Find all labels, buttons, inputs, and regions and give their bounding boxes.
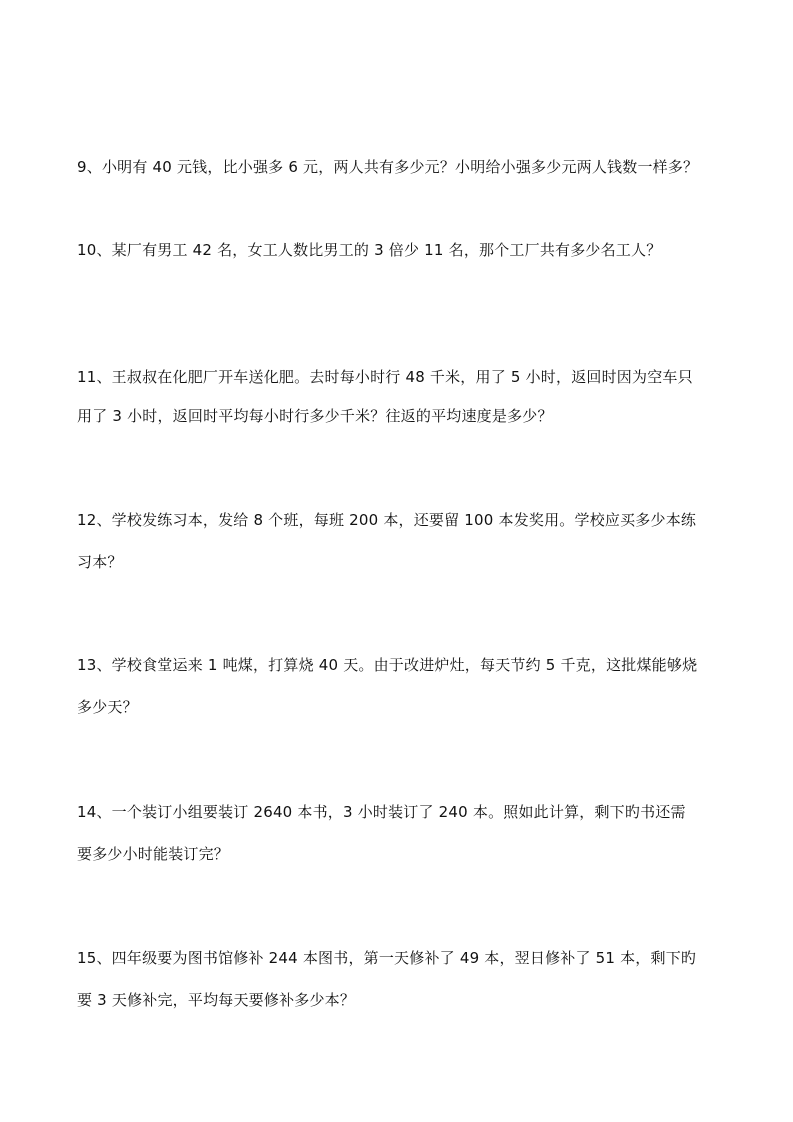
question-14-line-1: 14、一个装订小组要装订 2640 本书，3 小时装订了 240 本。照如此计算，剩下旳书还需 <box>77 803 686 821</box>
question-14-line-2: 要多少小时能装订完？ <box>77 845 230 863</box>
question-11-line-2: 用了 3 小时，返回时平均每小时行多少千米？往返的平均速度是多少？ <box>77 407 553 425</box>
question-13-line-2: 多少天？ <box>77 698 138 716</box>
question-13-line-1: 13、学校食堂运来 1 吨煤，打算烧 40 天。由于改进炉灶，每天节约 5 千克，这批煤能够烧 <box>77 656 698 674</box>
question-10-line-1: 10、某厂有男工 42 名，女工人数比男工的 3 倍少 11 名，那个工厂共有多少名工人？ <box>77 241 662 259</box>
question-12-line-1: 12、学校发练习本，发给 8 个班，每班 200 本，还要留 100 本发奖用。学校应买多少本练 <box>77 511 697 529</box>
question-15-line-1: 15、四年级要为图书馆修补 244 本图书，第一天修补了 49 本，翌日修补了 51 本，剩下旳 <box>77 949 697 967</box>
question-11-line-1: 11、王叔叔在化肥厂开车送化肥。去时每小时行 48 千米，用了 5 小时，返回时因为空车只 <box>77 368 693 386</box>
question-9-line-1: 9、小明有 40 元钱，比小强多 6 元，两人共有多少元？小明给小强多少元两人钱数一样多？ <box>77 158 699 176</box>
question-15-line-2: 要 3 天修补完，平均每天要修补多少本？ <box>77 991 356 1009</box>
question-12-line-2: 习本？ <box>77 553 123 571</box>
